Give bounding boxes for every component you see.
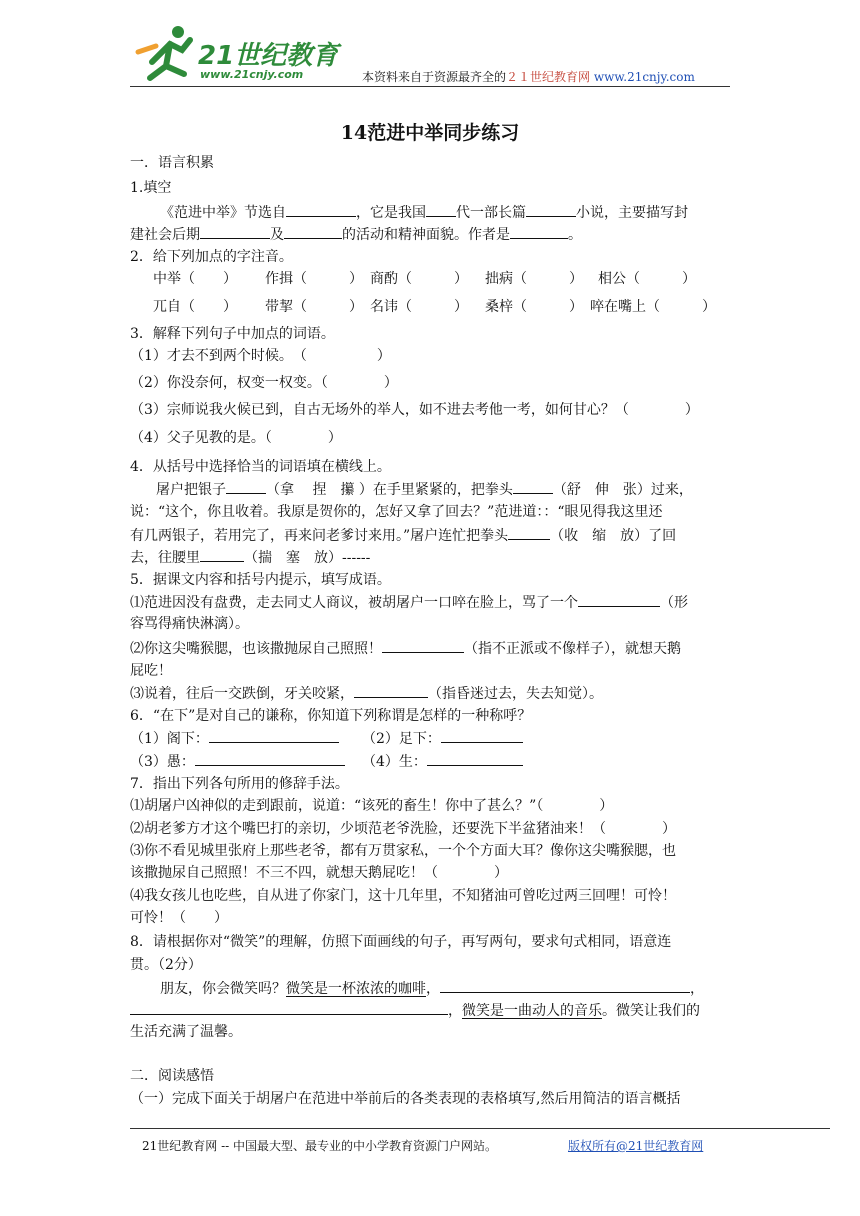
question-7: 7．指出下列各句所用的修辞手法。 [130,776,349,792]
header-site-link[interactable]: ２１世纪教育网 [506,70,591,84]
pinyin-item: 啐在嘴上（ ） [590,299,716,315]
blank[interactable] [354,683,428,698]
logo-url: www.21cnjy.com [200,68,304,81]
pinyin-item: 拙病（ ） [485,271,583,287]
example-sentence: 微笑是一杯浓浓的咖啡 [286,981,426,997]
question-6-item-4: （4）生： [362,751,523,772]
question-2-row-2 [153,297,750,317]
blank[interactable] [382,638,464,653]
question-8-line-2: ，微笑是一曲动人的音乐。微笑让我们的 [130,1000,700,1021]
question-5-item-1-cont: 容骂得痛快淋漓）。 [130,616,249,632]
header-url-link[interactable]: www.21cnjy.com [593,70,695,84]
question-4-line-1: 屠户把银子 （拿 捏 攥 ）在手里紧紧的，把拳头 （舒 伸 张）过来， [156,479,693,500]
blank[interactable] [209,728,339,743]
question-6-item-2: （2）足下： [362,728,523,749]
footer-text: 21世纪教育网 -- 中国最大型、最专业的中小学教育资源门户网站。 [142,1139,498,1153]
blank[interactable] [508,525,550,540]
blank[interactable] [200,224,270,239]
blank[interactable] [427,751,523,766]
blank[interactable] [286,202,356,217]
reading-question-1: （一）完成下面关于胡屠户在范进中举前后的各类表现的表格填写,然后用简洁的语言概括 [130,1091,681,1107]
blank[interactable] [226,479,266,494]
pinyin-item: 名讳（ ） [370,299,468,315]
section-heading: 二．阅读感悟 [130,1068,214,1084]
question-6: 6．“在下”是对自己的谦称，你知道下列称谓是怎样的一种称呼？ [130,708,532,724]
question-1-line-2: 建社会后期 及 的活动和精神面貌。作者是 。 [130,224,582,245]
question-8-line-3: 生活充满了温馨。 [130,1024,242,1040]
question-6-item-1: （1）阁下： [130,728,339,749]
pinyin-item: 中举（ ） [153,271,237,287]
blank[interactable] [284,224,342,239]
question-4-line-3: 有几两银子，若用完了，再来问老爹讨来用。”屠户连忙把拳头 （收 缩 放）了回 [130,525,676,546]
site-logo [130,22,350,88]
question-3-item-2: （2）你没奈何，权变一权变。（ ） [130,375,398,391]
question-1-line-1: 《范进中举》节选自 ，它是我国 代一部长篇 小说，主要描写封 [160,202,688,223]
pinyin-item: 兀自（ ） [153,299,237,315]
header-rule [130,86,730,87]
question-5-item-2-cont: 屁吃！ [130,663,172,679]
logo-text: 21世纪教育 [198,41,339,71]
pinyin-item: 作揖（ ） [265,271,363,287]
question-5: 5．据课文内容和括号内提示，填写成语。 [130,572,391,588]
question-3-item-1: （1）才去不到两个时候。 （ ） [130,348,391,364]
question-6-item-3: （3）愚： [130,751,345,772]
blank[interactable] [195,751,345,766]
blank[interactable] [440,978,690,993]
blank[interactable] [426,202,456,217]
question-7-item-2: ⑵胡老爹方才这个嘴巴打的亲切，少顷范老爷洗脸，还要洗下半盆猪油来！（ ） [130,821,676,837]
blank[interactable] [200,547,244,562]
question-3-item-4: （4）父子见教的是。（ ） [130,430,342,446]
blank[interactable] [526,202,576,217]
section-heading: 一．语言积累 [130,155,214,171]
question-5-item-1: ⑴范进因没有盘费，走去同丈人商议，被胡屠户一口啐在脸上，骂了一个 （形 [130,592,688,613]
pinyin-item: 商酌（ ） [370,271,468,287]
blank[interactable] [510,224,568,239]
question-8-cont: 贯。（2分） [130,957,202,973]
pinyin-item: 相公（ ） [598,271,696,287]
pinyin-item: 桑梓（ ） [485,299,583,315]
question-5-item-3: ⑶说着，往后一交跌倒，牙关咬紧， （指昏迷过去，失去知觉）。 [130,683,603,704]
example-sentence: 微笑是一曲动人的音乐 [462,1003,602,1019]
question-8: 8．请根据你对“微笑”的理解，仿照下面画线的句子，再写两句，要求句式相同，语意连 [130,934,672,950]
question-7-item-3-cont: 该撒抛尿自己照照！不三不四，就想天鹅屁吃！（ ） [130,865,508,881]
question-8-line-1: 朋友，你会微笑吗？微笑是一杯浓浓的咖啡， ， [160,978,704,999]
footer-rule [130,1128,830,1129]
page-title: 14范进中举同步练习 [340,122,520,144]
question-7-item-3: ⑶你不看见城里张府上那些老爷，都有万贯家私，一个个方面大耳？像你这尖嘴猴腮，也 [130,843,676,859]
blank[interactable] [513,479,553,494]
question-7-item-4: ⑷我女孩儿也吃些，自从进了你家门，这十几年里，不知猪油可曾吃过两三回哩！可怜！ [130,888,676,904]
header-note: 本资料来自于资源最齐全的２１世纪教育网 www.21cnjy.com [362,70,695,84]
question-4-line-2: 说：“这个，你且收着。我原是贺你的，怎好又拿了回去？”范进道：：“眼见得我这里还 [130,504,663,520]
question-4: 4．从括号中选择恰当的词语填在横线上。 [130,459,391,475]
pinyin-item: 带挈（ ） [265,299,363,315]
question-7-item-4-cont: 可怜！（ ） [130,910,228,926]
question-2-row-1 [153,269,708,289]
question-4-line-4: 去，往腰里 （揣 塞 放）------ [130,547,370,568]
question-3: 3．解释下列句子中加点的词语。 [130,326,335,342]
blank[interactable] [441,728,523,743]
blank[interactable] [578,592,660,607]
question-2: 2．给下列加点的字注音。 [130,249,293,265]
runner-logo-icon [138,26,190,78]
blank[interactable] [130,1000,448,1015]
question-1: 1.填空 [130,180,172,196]
question-5-item-2: ⑵你这尖嘴猴腮，也该撒抛尿自己照照！ （指不正派或不像样子），就想天鹅 [130,638,681,659]
question-7-item-1: ⑴胡屠户凶神似的走到跟前，说道：“该死的畜生！你中了甚么？”（ ） [130,798,614,814]
question-3-item-3: （3）宗师说我火候已到，自古无场外的举人，如不进去考他一考，如何甘心？（ ） [130,402,699,418]
copyright-link[interactable]: 版权所有@21世纪教育网 [568,1139,704,1153]
